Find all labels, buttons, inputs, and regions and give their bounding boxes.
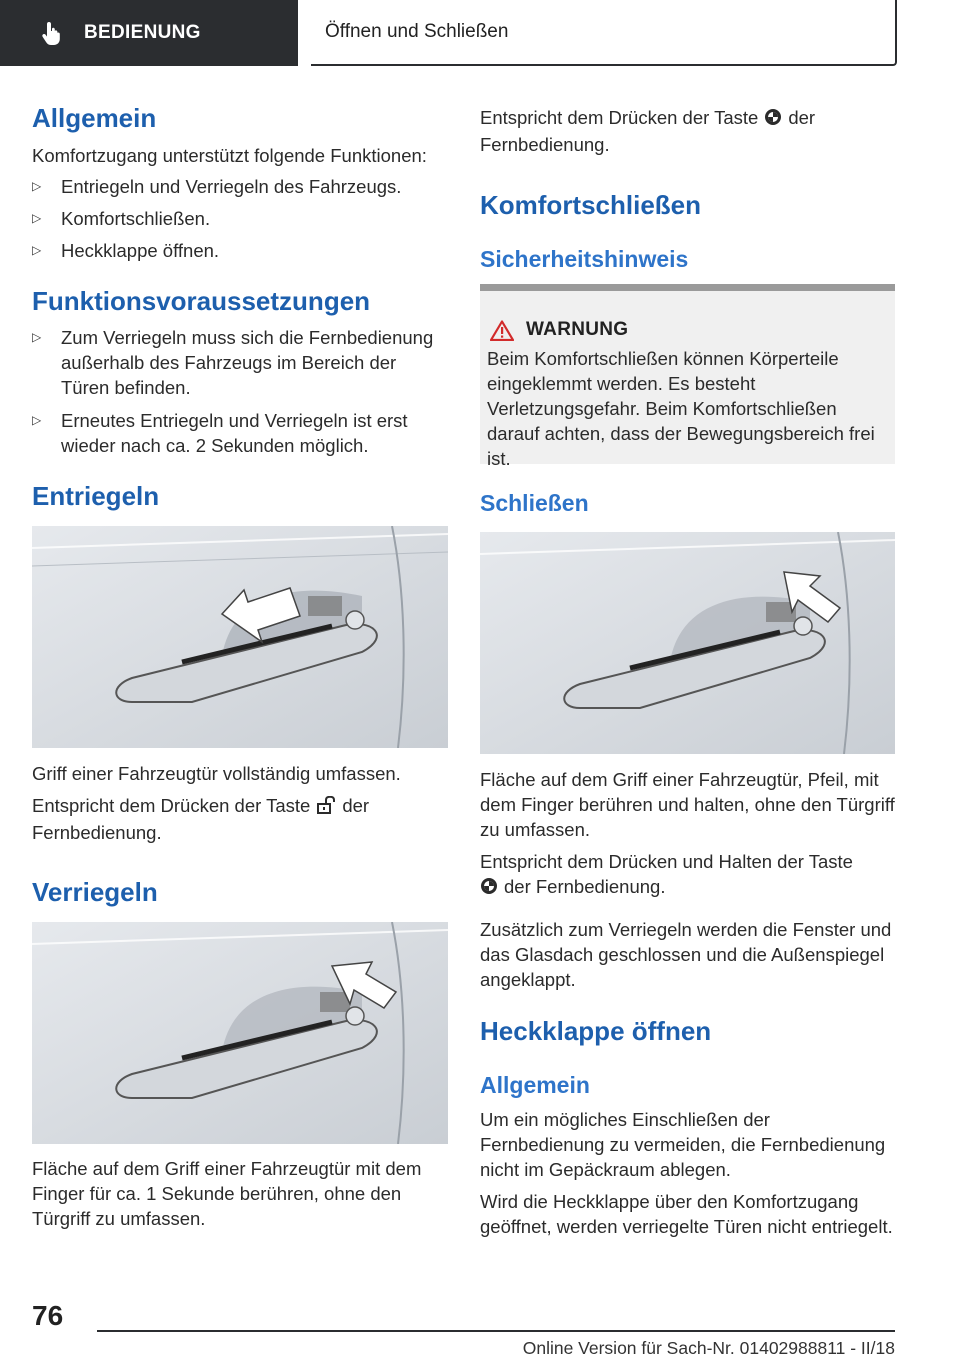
bmw-logo-icon: [480, 876, 498, 901]
heading-allgemein: Allgemein: [32, 103, 157, 133]
figure-door-handle-close: [480, 532, 895, 754]
figure-door-handle-touch: [32, 922, 448, 1144]
door-handle-illustration: [32, 526, 448, 748]
heck-text-2: Wird die Heckklappe über den Komfortzugang geöffnet, werden verriegelte Türen nicht entriegelt.: [480, 1191, 893, 1237]
bmw-logo-icon: [764, 107, 782, 132]
zusatz-text: Zusätzlich zum Verriegeln werden die Fenster und das Glasdach geschlossen und die Außenspiegel angeklappt.: [480, 919, 892, 990]
triangle-bullet-icon: ▷: [32, 330, 42, 344]
schliessen-text: Entspricht dem Drücken und Halten der Taste der Fernbedienung.: [480, 849, 895, 901]
triangle-bullet-icon: ▷: [32, 413, 42, 427]
triangle-bullet-icon: ▷: [32, 179, 42, 193]
triangle-bullet-icon: ▷: [32, 243, 42, 257]
warning-label: WARNUNG: [526, 319, 629, 340]
warning-triangle-icon: [490, 320, 514, 341]
list-item: ▷ Heckklappe öffnen.: [32, 240, 220, 261]
list-item: ▷ Entriegeln und Verriegeln des Fahrzeugs.: [32, 176, 402, 197]
continued-text: Entspricht dem Drücken der Taste der Fernbedienung.: [480, 107, 816, 155]
entriegeln-caption: Griff einer Fahrzeugtür vollständig umfassen.: [32, 763, 401, 784]
entriegeln-text: Entspricht dem Drücken der Taste der Fernbedienung.: [32, 795, 370, 843]
heading-schliessen: Schließen: [480, 490, 589, 516]
header-section-tab: [0, 0, 298, 66]
figure-door-handle-grip: [32, 526, 448, 748]
hand-touch-icon: [40, 20, 64, 46]
schliessen-caption: Fläche auf dem Griff einer Fahrzeugtür, Pfeil, mit dem Finger berühren und halten, ohne den Türgriff zu umfassen.: [480, 769, 895, 840]
intro-text: Komfortzugang unterstützt folgende Funktionen:: [32, 145, 427, 166]
warning-text: Beim Komfortschließen können Körperteile eingeklemmt werden. Es besteht Verletzungsgefahr. Beim Komfortschließen darauf achten, dass der Bewegungsbereich frei ist.: [487, 348, 875, 469]
heading-entriegeln: Entriegeln: [32, 481, 160, 511]
heading-verriegeln: Verriegeln: [32, 877, 158, 907]
footer-divider: [97, 1330, 895, 1332]
footer-online-version: Online Version für Sach-Nr. 01402988811 - II/18: [522, 1338, 895, 1358]
heading-komfortschliessen: Komfortschließen: [480, 190, 702, 220]
heading-sicherheitshinweis: Sicherheitshinweis: [480, 246, 689, 272]
header-title: Öffnen und Schließen: [325, 21, 509, 42]
heading-funktionsvoraussetzungen: Funktionsvoraussetzungen: [32, 286, 371, 316]
heck-text-1: Um ein mögliches Einschließen der Fernbedienung zu vermeiden, die Fernbedienung nicht im Gepäckraum ablegen.: [480, 1109, 886, 1180]
triangle-bullet-icon: ▷: [32, 211, 42, 225]
warning-header: [490, 319, 628, 341]
header-title-tab: [311, 0, 897, 66]
unlock-icon: [316, 795, 336, 820]
list-item: ▷ Zum Verriegeln muss sich die Fernbedienung außerhalb des Fahrzeugs im Bereich der Türen befinden.: [32, 327, 434, 398]
header-section-label: BEDIENUNG: [84, 22, 201, 43]
list-item: ▷ Komfortschließen.: [32, 208, 211, 229]
door-handle-illustration: [32, 922, 448, 1144]
verriegeln-caption: Fläche auf dem Griff einer Fahrzeugtür mit dem Finger für ca. 1 Sekunde berühren, ohne den Türgriff zu umfassen.: [32, 1158, 422, 1229]
door-handle-illustration: [480, 532, 895, 754]
heading-heckklappe-oeffnen: Heckklappe öffnen: [480, 1016, 712, 1046]
list-item: ▷ Erneutes Entriegeln und Verriegeln ist erst wieder nach ca. 2 Sekunden möglich.: [32, 410, 408, 456]
page-number: 76: [32, 1300, 64, 1331]
warning-box: [480, 284, 895, 469]
heading-heck-allgemein: Allgemein: [480, 1072, 590, 1098]
